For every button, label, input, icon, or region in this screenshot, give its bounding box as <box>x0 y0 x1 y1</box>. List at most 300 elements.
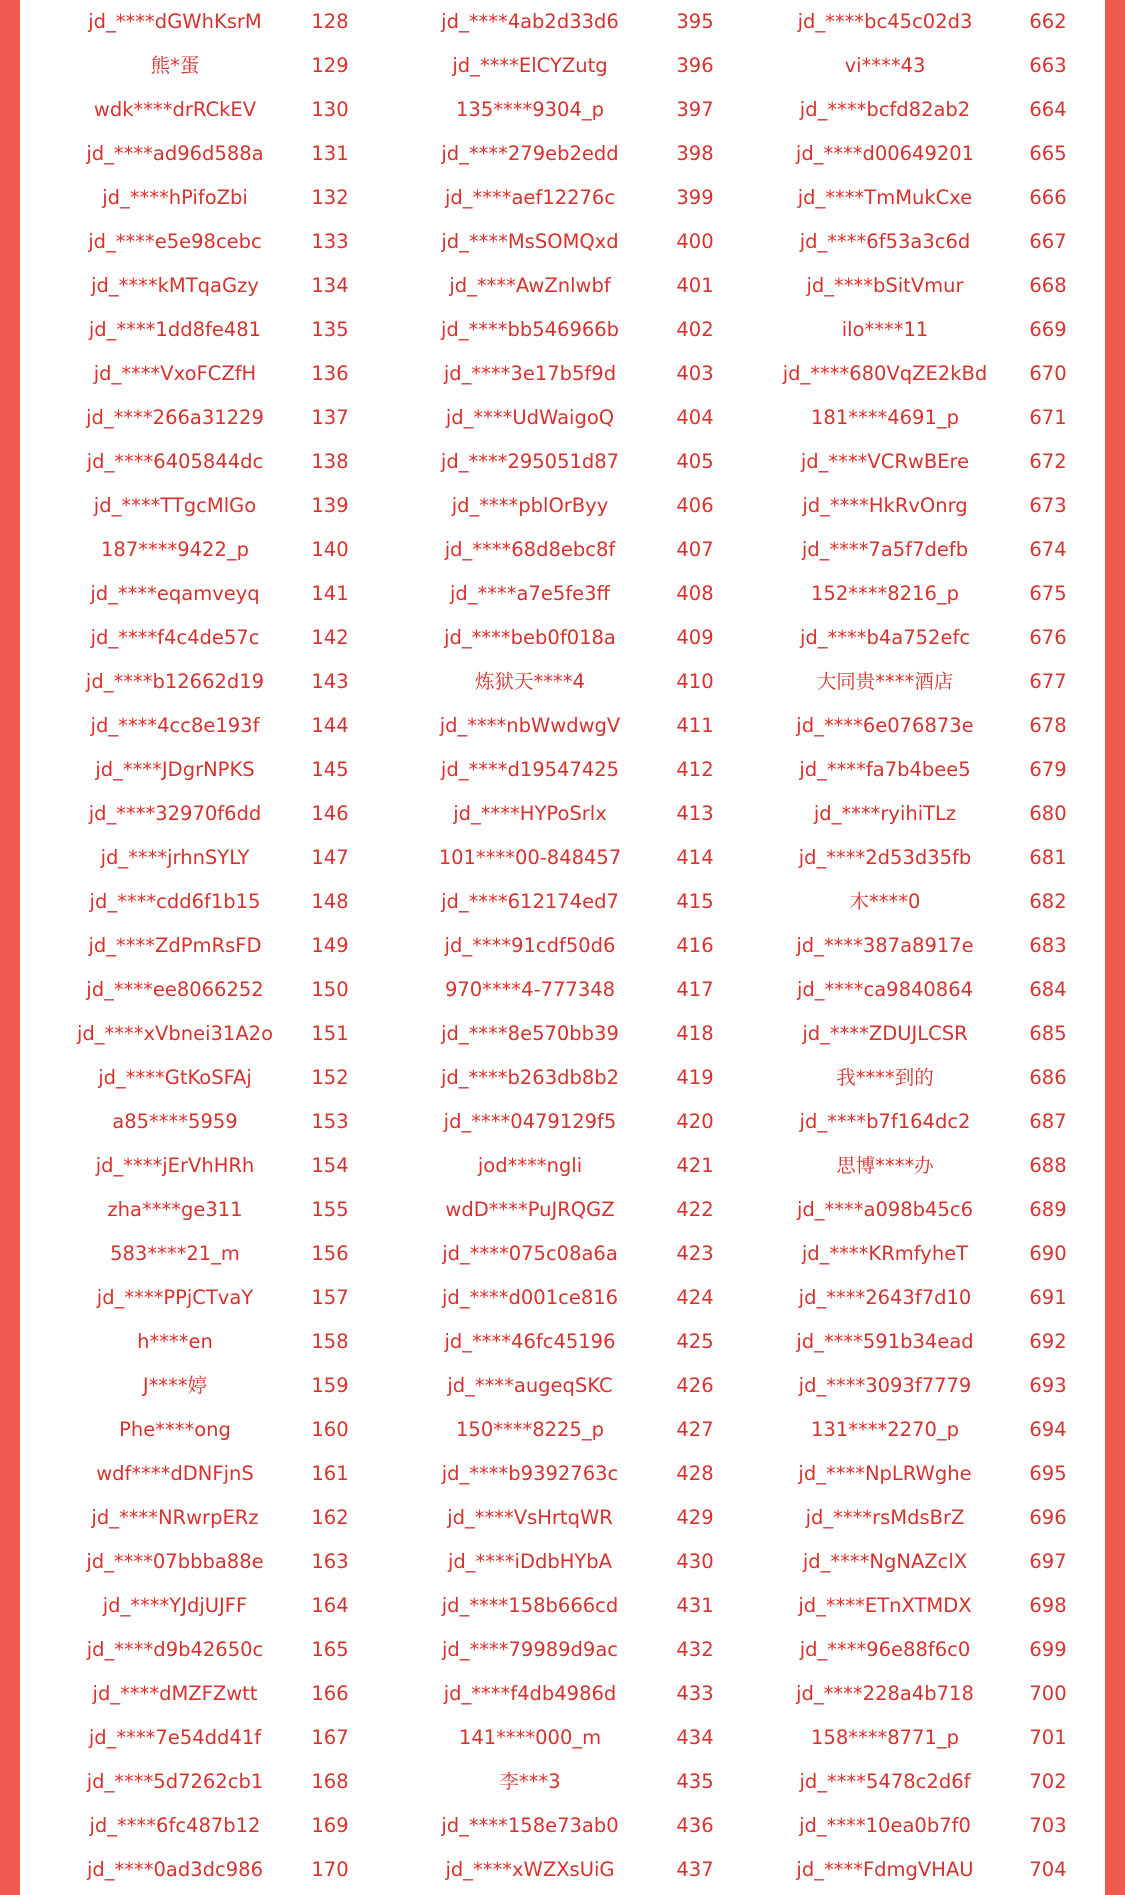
list-row <box>20 1496 1105 1540</box>
winner-rank: 414 <box>676 846 714 869</box>
list-row <box>20 396 1105 440</box>
winner-name: jd_****612174ed7 <box>441 890 619 913</box>
winner-rank: 153 <box>311 1110 349 1133</box>
winner-rank: 135 <box>311 318 349 341</box>
winner-name: jd_****68d8ebc8f <box>444 538 616 561</box>
winner-rank: 143 <box>311 670 349 693</box>
winner-rank: 430 <box>676 1550 714 1573</box>
winner-name: Phe****ong <box>119 1418 231 1441</box>
list-row <box>20 792 1105 836</box>
winner-rank: 691 <box>1029 1286 1067 1309</box>
winner-rank: 150 <box>311 978 349 1001</box>
list-row <box>20 1452 1105 1496</box>
winner-name: jd_****2643f7d10 <box>798 1286 972 1309</box>
winner-rank: 670 <box>1029 362 1067 385</box>
list-row <box>20 968 1105 1012</box>
winner-rank: 675 <box>1029 582 1067 605</box>
winner-name: jd_****b9392763c <box>441 1462 619 1485</box>
winner-rank: 130 <box>311 98 349 121</box>
winner-rank: 415 <box>676 890 714 913</box>
winner-rank: 404 <box>676 406 714 429</box>
list-row <box>20 1408 1105 1452</box>
winner-name: jd_****7a5f7defb <box>801 538 969 561</box>
winner-rank: 163 <box>311 1550 349 1573</box>
winner-name: 181****4691_p <box>811 406 959 429</box>
winner-rank: 413 <box>676 802 714 825</box>
winner-name: jd_****4ab2d33d6 <box>441 10 619 33</box>
winner-name: jd_****JDgrNPKS <box>95 758 255 781</box>
winner-name: jd_****KRmfyheT <box>801 1242 969 1265</box>
winner-rank: 161 <box>311 1462 349 1485</box>
winner-name: 木****0 <box>849 890 921 913</box>
list-row <box>20 1364 1105 1408</box>
winner-name: jd_****228a4b718 <box>796 1682 974 1705</box>
list-row <box>20 1672 1105 1716</box>
list-row <box>20 1716 1105 1760</box>
list-row <box>20 1848 1105 1892</box>
winner-name: jd_****dGWhKsrM <box>88 10 262 33</box>
list-row <box>20 176 1105 220</box>
winner-rank: 667 <box>1029 230 1067 253</box>
list-row <box>20 440 1105 484</box>
winner-name: jd_****HkRvOnrg <box>802 494 968 517</box>
winner-name: jd_****0ad3dc986 <box>86 1858 263 1881</box>
winner-rank: 702 <box>1029 1770 1067 1793</box>
winner-rank: 137 <box>311 406 349 429</box>
list-row <box>20 1012 1105 1056</box>
winner-name: 大同贵****酒店 <box>816 670 954 693</box>
winner-name: jd_****ryihiTLz <box>813 802 957 825</box>
winner-name: jd_****xVbnei31A2o <box>76 1022 274 1045</box>
winner-name: jd_****HYPoSrlx <box>453 802 607 825</box>
winner-rank: 416 <box>676 934 714 957</box>
winner-rank: 132 <box>311 186 349 209</box>
winner-name: jd_****07bbba88e <box>86 1550 264 1573</box>
winner-name: jd_****295051d87 <box>440 450 620 473</box>
list-row <box>20 1188 1105 1232</box>
winner-rank: 669 <box>1029 318 1067 341</box>
winner-rank: 141 <box>311 582 349 605</box>
list-row <box>20 1144 1105 1188</box>
winner-name: jd_****0479129f5 <box>443 1110 617 1133</box>
winner-name: 炼狱天****4 <box>475 670 585 693</box>
winner-name: jd_****f4c4de57c <box>90 626 260 649</box>
winner-rank: 692 <box>1029 1330 1067 1353</box>
list-row <box>20 308 1105 352</box>
winner-name: 131****2270_p <box>811 1418 959 1441</box>
winner-rank: 681 <box>1029 846 1067 869</box>
winner-rank: 423 <box>676 1242 714 1265</box>
winner-name: jd_****d9b42650c <box>86 1638 264 1661</box>
winner-name: jd_****augeqSKC <box>447 1374 613 1397</box>
winner-name: jd_****jrhnSYLY <box>100 846 250 869</box>
winner-rank: 165 <box>311 1638 349 1661</box>
winner-rank: 662 <box>1029 10 1067 33</box>
winner-name: jd_****bc45c02d3 <box>797 10 973 33</box>
winner-name: jd_****NpLRWghe <box>798 1462 972 1485</box>
winner-name: jd_****eqamveyq <box>90 582 260 605</box>
winner-name: jd_****beb0f018a <box>444 626 616 649</box>
winner-rank: 697 <box>1029 1550 1067 1573</box>
winner-name: jd_****266a31229 <box>86 406 264 429</box>
winner-name: jd_****AwZnlwbf <box>449 274 611 297</box>
winner-name: jd_****3e17b5f9d <box>443 362 617 385</box>
list-row <box>20 352 1105 396</box>
list-row <box>20 0 1105 44</box>
winner-name: jd_****YJdjUJFF <box>102 1594 248 1617</box>
list-row <box>20 1320 1105 1364</box>
winner-rank: 684 <box>1029 978 1067 1001</box>
list-row <box>20 924 1105 968</box>
winner-name: jd_****bSitVmur <box>806 274 964 297</box>
winner-rank: 424 <box>676 1286 714 1309</box>
winner-rank: 148 <box>311 890 349 913</box>
winner-rank: 433 <box>676 1682 714 1705</box>
winner-rank: 425 <box>676 1330 714 1353</box>
winner-rank: 680 <box>1029 802 1067 825</box>
winner-name: 135****9304_p <box>456 98 604 121</box>
winner-rank: 690 <box>1029 1242 1067 1265</box>
winner-name: jd_****b12662d19 <box>85 670 265 693</box>
winner-name: jod****ngli <box>477 1154 583 1177</box>
winner-rank: 400 <box>676 230 714 253</box>
winner-rank: 147 <box>311 846 349 869</box>
winner-name: jd_****b7f164dc2 <box>799 1110 971 1133</box>
winner-rank: 396 <box>676 54 714 77</box>
winner-rank: 134 <box>311 274 349 297</box>
list-row <box>20 616 1105 660</box>
winner-rank: 674 <box>1029 538 1067 561</box>
list-row <box>20 528 1105 572</box>
winner-name: jd_****10ea0b7f0 <box>799 1814 971 1837</box>
winner-rank: 683 <box>1029 934 1067 957</box>
winner-name: jd_****ee8066252 <box>86 978 264 1001</box>
winner-rank: 418 <box>676 1022 714 1045</box>
winner-rank: 408 <box>676 582 714 605</box>
winner-name: 150****8225_p <box>456 1418 604 1441</box>
winner-rank: 428 <box>676 1462 714 1485</box>
winner-rank: 436 <box>676 1814 714 1837</box>
list-row <box>20 1540 1105 1584</box>
winner-rank: 422 <box>676 1198 714 1221</box>
winner-rank: 434 <box>676 1726 714 1749</box>
winner-name: jd_****591b34ead <box>796 1330 974 1353</box>
winner-name: jd_****pblOrByy <box>451 494 609 517</box>
winner-name: jd_****e5e98cebc <box>88 230 262 253</box>
winner-name: jd_****rsMdsBrZ <box>805 1506 965 1529</box>
list-row <box>20 220 1105 264</box>
winner-name: jd_****a098b45c6 <box>796 1198 974 1221</box>
winner-rank: 397 <box>676 98 714 121</box>
winner-name: jd_****jErVhHRh <box>95 1154 255 1177</box>
list-row <box>20 44 1105 88</box>
list-row <box>20 1276 1105 1320</box>
winner-rank: 162 <box>311 1506 349 1529</box>
winner-rank: 152 <box>311 1066 349 1089</box>
winner-rank: 160 <box>311 1418 349 1441</box>
winner-rank: 402 <box>676 318 714 341</box>
list-row <box>20 1232 1105 1276</box>
winner-name: jd_****5d7262cb1 <box>86 1770 264 1793</box>
winner-name: 187****9422_p <box>101 538 249 561</box>
winner-rank: 676 <box>1029 626 1067 649</box>
winner-rank: 688 <box>1029 1154 1067 1177</box>
winner-name: jd_****6405844dc <box>86 450 264 473</box>
winner-name: jd_****91cdf50d6 <box>444 934 616 957</box>
winner-rank: 417 <box>676 978 714 1001</box>
winner-name: jd_****PPjCTvaY <box>96 1286 254 1309</box>
list-row <box>20 132 1105 176</box>
winner-rank: 144 <box>311 714 349 737</box>
winner-rank: 412 <box>676 758 714 781</box>
list-row <box>20 660 1105 704</box>
winner-rank: 406 <box>676 494 714 517</box>
winner-rank: 159 <box>311 1374 349 1397</box>
winner-name: jd_****aef12276c <box>444 186 616 209</box>
winner-name: jd_****hPifoZbi <box>102 186 248 209</box>
winner-name: jd_****bcfd82ab2 <box>799 98 971 121</box>
winner-name: J****婷 <box>142 1374 208 1397</box>
winner-rank: 701 <box>1029 1726 1067 1749</box>
winner-rank: 700 <box>1029 1682 1067 1705</box>
winner-rank: 698 <box>1029 1594 1067 1617</box>
winner-rank: 139 <box>311 494 349 517</box>
winner-name: jd_****xWZXsUiG <box>445 1858 615 1881</box>
winner-name: wdD****PuJRQGZ <box>445 1198 615 1221</box>
winner-rank: 664 <box>1029 98 1067 121</box>
winner-name: jd_****VxoFCZfH <box>93 362 257 385</box>
winner-rank: 699 <box>1029 1638 1067 1661</box>
list-row <box>20 748 1105 792</box>
list-row <box>20 1056 1105 1100</box>
winner-rank: 167 <box>311 1726 349 1749</box>
winner-name: jd_****b4a752efc <box>799 626 971 649</box>
winner-name: 583****21_m <box>110 1242 240 1265</box>
list-row <box>20 1100 1105 1144</box>
list-row <box>20 264 1105 308</box>
winner-name: jd_****d19547425 <box>440 758 620 781</box>
winner-rank: 158 <box>311 1330 349 1353</box>
winner-name: jd_****VCRwBEre <box>800 450 970 473</box>
winner-name: 思博****办 <box>836 1154 934 1177</box>
winner-rank: 138 <box>311 450 349 473</box>
winner-rank: 168 <box>311 1770 349 1793</box>
winner-rank: 136 <box>311 362 349 385</box>
winner-rank: 407 <box>676 538 714 561</box>
winner-name: jd_****6f53a3c6d <box>799 230 971 253</box>
winner-rank: 682 <box>1029 890 1067 913</box>
winner-name: ilo****11 <box>841 318 929 341</box>
winner-name: jd_****NgNAZclX <box>802 1550 968 1573</box>
winner-name: jd_****4cc8e193f <box>90 714 260 737</box>
winner-name: jd_****3093f7779 <box>798 1374 972 1397</box>
winner-name: jd_****kMTqaGzy <box>91 274 259 297</box>
winner-rank: 435 <box>676 1770 714 1793</box>
winner-rank: 678 <box>1029 714 1067 737</box>
winner-name: jd_****2d53d35fb <box>798 846 972 869</box>
winner-name: a85****5959 <box>112 1110 238 1133</box>
winner-name: jd_****b263db8b2 <box>440 1066 620 1089</box>
winner-name: jd_****7e54dd41f <box>88 1726 262 1749</box>
winner-rank: 695 <box>1029 1462 1067 1485</box>
winner-rank: 409 <box>676 626 714 649</box>
winner-name: jd_****ElCYZutg <box>452 54 608 77</box>
winner-rank: 677 <box>1029 670 1067 693</box>
winner-rank: 666 <box>1029 186 1067 209</box>
winner-name: jd_****1dd8fe481 <box>88 318 262 341</box>
winner-rank: 133 <box>311 230 349 253</box>
list-row <box>20 88 1105 132</box>
winner-rank: 704 <box>1029 1858 1067 1881</box>
winner-rank: 429 <box>676 1506 714 1529</box>
winner-rank: 411 <box>676 714 714 737</box>
winner-name: vi****43 <box>844 54 926 77</box>
winner-rank: 432 <box>676 1638 714 1661</box>
winner-rank: 405 <box>676 450 714 473</box>
winner-rank: 399 <box>676 186 714 209</box>
winner-name: jd_****5478c2d6f <box>799 1770 971 1793</box>
winner-name: jd_****iDdbHYbA <box>447 1550 613 1573</box>
winner-name: jd_****GtKoSFAj <box>98 1066 252 1089</box>
winner-name: jd_****6e076873e <box>796 714 974 737</box>
winner-name: jd_****158b666cd <box>441 1594 619 1617</box>
winner-rank: 689 <box>1029 1198 1067 1221</box>
winner-name: jd_****8e570bb39 <box>441 1022 619 1045</box>
winner-name: jd_****ZdPmRsFD <box>88 934 262 957</box>
winner-rank: 128 <box>311 10 349 33</box>
winner-name: jd_****cdd6f1b15 <box>89 890 261 913</box>
winner-rank: 421 <box>676 1154 714 1177</box>
winner-name: h****en <box>137 1330 213 1353</box>
winner-rank: 131 <box>311 142 349 165</box>
winner-name: 970****4-777348 <box>444 978 616 1001</box>
winner-rank: 420 <box>676 1110 714 1133</box>
winner-name: jd_****FdmgVHAU <box>796 1858 974 1881</box>
winner-name: 158****8771_p <box>811 1726 959 1749</box>
winner-name: 152****8216_p <box>811 582 959 605</box>
winner-rank: 693 <box>1029 1374 1067 1397</box>
winner-name: jd_****ZDUJLCSR <box>802 1022 968 1045</box>
winner-rank: 403 <box>676 362 714 385</box>
winner-name: jd_****a7e5fe3ff <box>449 582 610 605</box>
winner-name: jd_****TTgcMlGo <box>93 494 257 517</box>
winner-rank: 129 <box>311 54 349 77</box>
winner-rank: 419 <box>676 1066 714 1089</box>
winner-name: zha****ge311 <box>107 1198 243 1221</box>
winner-name: 李***3 <box>499 1770 561 1793</box>
winner-rank: 164 <box>311 1594 349 1617</box>
list-row <box>20 1584 1105 1628</box>
winner-rank: 696 <box>1029 1506 1067 1529</box>
list-row <box>20 1760 1105 1804</box>
winner-rank: 142 <box>311 626 349 649</box>
winner-name: jd_****UdWaigoQ <box>445 406 615 429</box>
winner-rank: 154 <box>311 1154 349 1177</box>
winner-name: 101****00-848457 <box>438 846 622 869</box>
winner-name: jd_****6fc487b12 <box>89 1814 261 1837</box>
winner-name: wdk****drRCkEV <box>93 98 257 121</box>
winner-name: jd_****79989d9ac <box>441 1638 619 1661</box>
winner-rank: 437 <box>676 1858 714 1881</box>
winner-name: jd_****f4db4986d <box>443 1682 617 1705</box>
winner-rank: 155 <box>311 1198 349 1221</box>
winner-name: jd_****bb546966b <box>440 318 620 341</box>
winner-name: jd_****dMZFZwtt <box>92 1682 258 1705</box>
winner-name: jd_****ca9840864 <box>796 978 974 1001</box>
winner-name: jd_****TmMukCxe <box>797 186 973 209</box>
winner-name: jd_****680VqZE2kBd <box>782 362 988 385</box>
winner-name: jd_****ad96d588a <box>86 142 264 165</box>
winner-rank: 431 <box>676 1594 714 1617</box>
winner-name: 我****到的 <box>836 1066 934 1089</box>
winner-name: jd_****46fc45196 <box>444 1330 616 1353</box>
winner-rank: 410 <box>676 670 714 693</box>
winner-rank: 427 <box>676 1418 714 1441</box>
winner-rank: 671 <box>1029 406 1067 429</box>
winner-rank: 679 <box>1029 758 1067 781</box>
winner-name: jd_****nbWwdwgV <box>439 714 621 737</box>
winner-rank: 668 <box>1029 274 1067 297</box>
winner-rank: 170 <box>311 1858 349 1881</box>
winner-list-panel <box>20 0 1105 1895</box>
list-row <box>20 484 1105 528</box>
winner-name: jd_****NRwrpERz <box>91 1506 259 1529</box>
winner-rank: 663 <box>1029 54 1067 77</box>
winner-name: jd_****32970f6dd <box>88 802 262 825</box>
winner-rank: 398 <box>676 142 714 165</box>
winner-rank: 687 <box>1029 1110 1067 1133</box>
list-row <box>20 1628 1105 1672</box>
winner-rank: 157 <box>311 1286 349 1309</box>
winner-rank: 686 <box>1029 1066 1067 1089</box>
list-row <box>20 880 1105 924</box>
winner-name: jd_****d00649201 <box>795 142 975 165</box>
winner-rank: 703 <box>1029 1814 1067 1837</box>
winner-name: jd_****96e88f6c0 <box>799 1638 971 1661</box>
winner-name: jd_****fa7b4bee5 <box>799 758 971 781</box>
winner-name: jd_****279eb2edd <box>441 142 619 165</box>
winner-rank: 673 <box>1029 494 1067 517</box>
list-row <box>20 1804 1105 1848</box>
winner-rank: 140 <box>311 538 349 561</box>
winner-rank: 149 <box>311 934 349 957</box>
winner-rank: 665 <box>1029 142 1067 165</box>
winner-name: jd_****VsHrtqWR <box>447 1506 613 1529</box>
winner-rank: 395 <box>676 10 714 33</box>
winner-name: jd_****387a8917e <box>796 934 974 957</box>
list-row <box>20 704 1105 748</box>
winner-rank: 166 <box>311 1682 349 1705</box>
winner-rank: 156 <box>311 1242 349 1265</box>
winner-name: jd_****ETnXTMDX <box>798 1594 972 1617</box>
winner-name: jd_****158e73ab0 <box>441 1814 619 1837</box>
winner-rank: 146 <box>311 802 349 825</box>
winner-name: jd_****075c08a6a <box>442 1242 618 1265</box>
list-row <box>20 836 1105 880</box>
winner-name: 141****000_m <box>458 1726 602 1749</box>
winner-rank: 685 <box>1029 1022 1067 1045</box>
winner-name: jd_****d001ce816 <box>441 1286 619 1309</box>
winner-name: jd_****MsSOMQxd <box>441 230 619 253</box>
winner-rank: 145 <box>311 758 349 781</box>
winner-name: wdf****dDNFjnS <box>96 1462 254 1485</box>
winner-rank: 672 <box>1029 450 1067 473</box>
winner-rank: 151 <box>311 1022 349 1045</box>
winner-rank: 169 <box>311 1814 349 1837</box>
winner-rank: 401 <box>676 274 714 297</box>
winner-rank: 694 <box>1029 1418 1067 1441</box>
winner-name: 熊*蛋 <box>150 54 200 77</box>
